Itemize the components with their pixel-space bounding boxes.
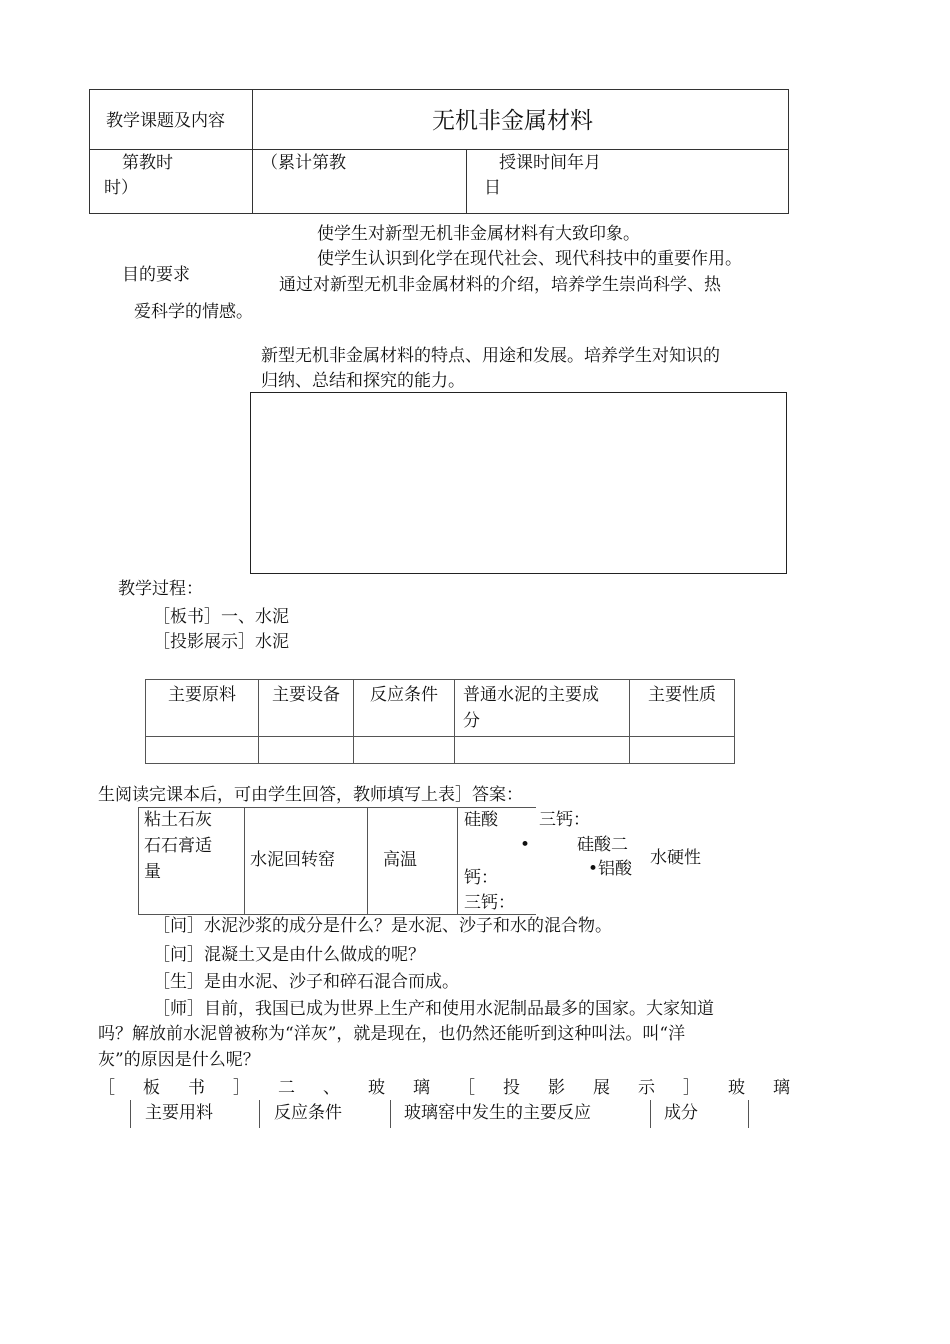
- table-header: 主要设备: [259, 680, 354, 737]
- key-point-line: 新型无机非金属材料的特点、用途和发展。培养学生对知识的: [261, 346, 720, 366]
- table-cell: [146, 737, 259, 764]
- board-char: ］: [233, 1078, 250, 1098]
- table-header: 玻璃窑中发生的主要反应: [404, 1103, 591, 1123]
- period-label: 第教时: [122, 153, 173, 173]
- answer-property: 水硬性: [650, 848, 701, 868]
- board-char: 板: [143, 1078, 160, 1098]
- table-header: 成分: [664, 1103, 698, 1123]
- board-char: 璃: [773, 1078, 790, 1098]
- table-cell: [354, 737, 455, 764]
- divider: [130, 1100, 131, 1128]
- table-header: 反应条件: [274, 1103, 342, 1123]
- board-char: 玻: [368, 1078, 385, 1098]
- table-header-line: 普通水泥的主要成: [463, 685, 599, 705]
- lesson-title: 无机非金属材料: [432, 108, 593, 134]
- board-char: ［: [458, 1078, 475, 1098]
- answer-component: •: [520, 835, 531, 855]
- table-header: [455, 680, 630, 737]
- process-heading: 教学过程：: [118, 579, 203, 599]
- empty-box: [250, 392, 787, 574]
- answer-condition: 高温: [383, 850, 417, 870]
- board-char: 影: [548, 1078, 565, 1098]
- dialogue-line: ［问］水泥沙浆的成分是什么？是水泥、沙子和水的混合物。: [153, 916, 612, 936]
- divider: [90, 149, 788, 150]
- key-point-line: 归纳、总结和探究的能力。: [261, 371, 465, 391]
- dialogue-line: 吗？解放前水泥曾被称为“洋灰”，就是现在，也仍然还能听到这种叫法。叫“洋: [98, 1024, 686, 1044]
- class-time-label-cont: 日: [484, 178, 501, 198]
- cement-table: [145, 679, 735, 764]
- dialogue-line: ［师］目前，我国已成为世界上生产和使用水泥制品最多的国家。大家知道: [153, 999, 714, 1019]
- board-char: ［: [98, 1078, 115, 1098]
- board-char: 二: [278, 1078, 295, 1098]
- topic-label: 教学课题及内容: [106, 111, 225, 131]
- dialogue-line: ［问］混凝土又是由什么做成的呢？: [153, 945, 425, 965]
- divider: [466, 150, 467, 214]
- class-time-label: 授课时间年月: [499, 153, 601, 173]
- board-char: 玻: [728, 1078, 745, 1098]
- period-label-cont: 时）: [104, 178, 138, 198]
- answer-component: 三钙：: [539, 810, 590, 830]
- board-char: 展: [593, 1078, 610, 1098]
- objective-line: 通过对新型无机非金属材料的介绍，培养学生崇尚科学、热: [279, 275, 721, 295]
- table-cell: [259, 737, 354, 764]
- board-char: ］: [683, 1078, 700, 1098]
- answer-materials: 量: [144, 862, 161, 882]
- board-char: 投: [503, 1078, 520, 1098]
- table-header: 主要性质: [630, 680, 735, 737]
- table-header-line: 分: [463, 711, 480, 731]
- divider: [650, 1100, 651, 1128]
- dialogue-line: ［生］是由水泥、沙子和碎石混合而成。: [153, 972, 459, 992]
- board-note: ［板书］一、水泥: [153, 607, 289, 627]
- table-cell: [630, 737, 735, 764]
- answer-component: 钙：: [464, 868, 498, 888]
- answer-materials: 石石膏适: [144, 836, 212, 856]
- answer-materials: 粘土石灰: [144, 810, 212, 830]
- table-header: 主要原料: [146, 680, 259, 737]
- board-char: 璃: [413, 1078, 430, 1098]
- answer-component: 硅酸二: [577, 835, 628, 855]
- board-note-glass: [98, 1076, 790, 1100]
- table-header: 反应条件: [354, 680, 455, 737]
- objective-line: 使学生认识到化学在现代社会、现代科技中的重要作用。: [317, 249, 742, 269]
- answer-intro: 生阅读完课本后，可由学生回答，教师填写上表］答案：: [98, 785, 523, 805]
- divider: [748, 1100, 749, 1128]
- board-char: 、: [323, 1078, 340, 1098]
- divider: [259, 1100, 260, 1128]
- board-char: 示: [638, 1078, 655, 1098]
- objectives-label: 目的要求: [122, 265, 190, 285]
- answer-component: 三钙：: [464, 893, 515, 913]
- board-char: 书: [188, 1078, 205, 1098]
- answer-component: •铝酸: [588, 859, 633, 879]
- dialogue-line: 灰”的原因是什么呢？: [98, 1050, 260, 1070]
- divider: [390, 1100, 391, 1128]
- table-header: 主要用料: [145, 1103, 213, 1123]
- projection-note: ［投影展示］水泥: [153, 632, 289, 652]
- objective-line: 使学生对新型无机非金属材料有大致印象。: [317, 224, 640, 244]
- table-cell: [455, 737, 630, 764]
- cumulative-label: （累计第教: [261, 153, 346, 173]
- answer-component: 硅酸: [464, 810, 498, 830]
- divider: [252, 90, 253, 213]
- objective-line: 爱科学的情感。: [134, 302, 253, 322]
- answer-equipment: 水泥回转窑: [250, 850, 335, 870]
